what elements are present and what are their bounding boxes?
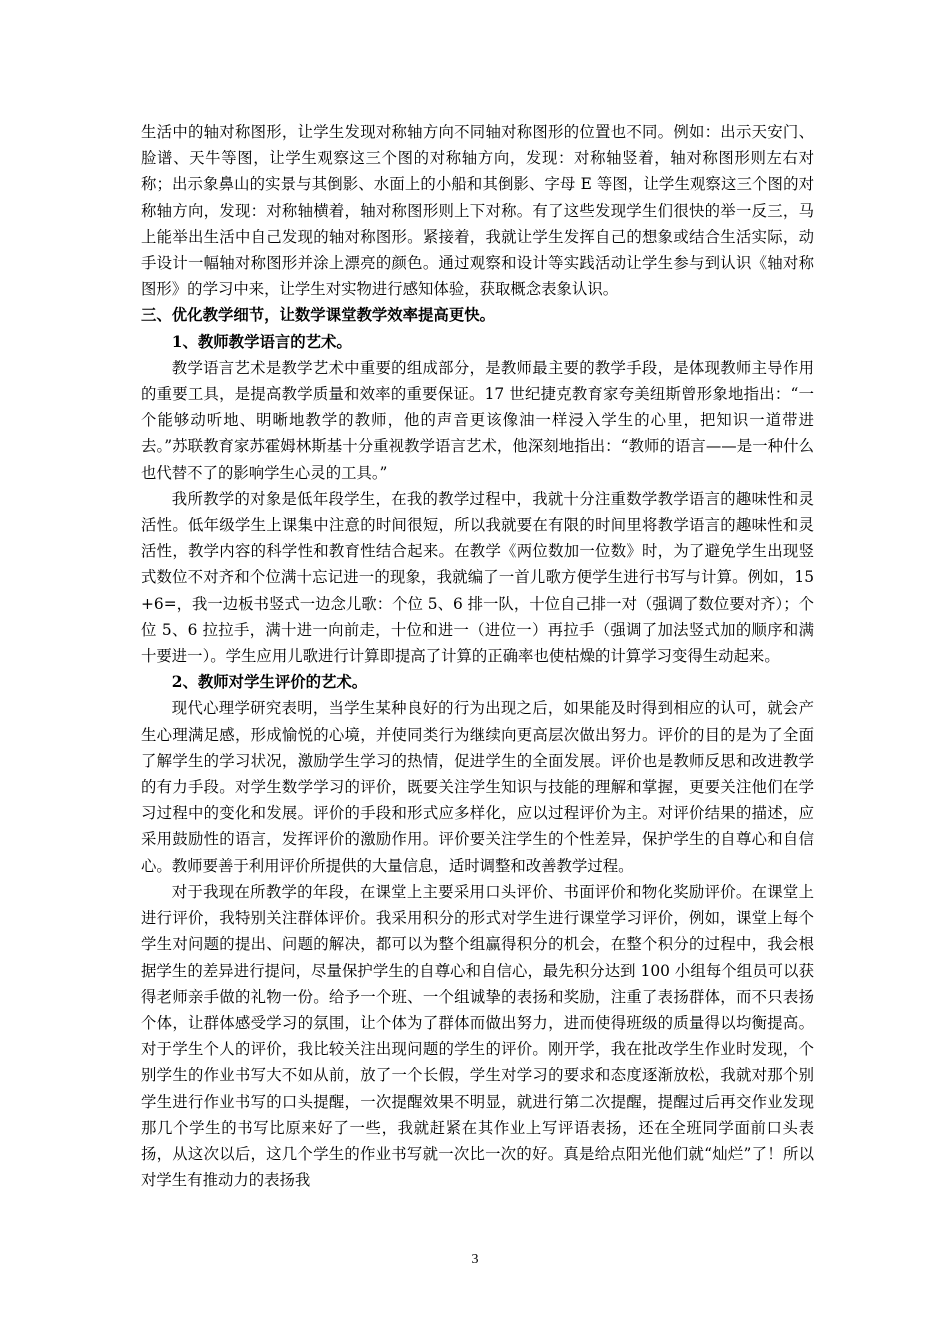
page-number: 3 xyxy=(471,1252,479,1267)
section-heading: 三、优化教学细节，让数学课堂教学效率提高更快。 xyxy=(141,306,495,325)
paragraph-language-1: 教学语言艺术是教学艺术中重要的组成部分，是教师最主要的教学手段，是体现教师主导作用的重要工具，是提高教学质量和效率的重要保证。17 世纪捷克教育家夸美纽斯曾形象地指出：“一个能够动听地、明晰地教学的教师，他的声音更该像油一样浸入学生的心里，把知识一道带进去。”苏联教育家苏霍姆林斯基十分重视教学语言艺术，他深刻地指出：“教师的语言——是一种什么也代替不了的影响学生心灵的工具。” xyxy=(141,358,814,482)
page-body xyxy=(141,119,814,1193)
paragraph-language-2: 我所教学的对象是低年段学生，在我的教学过程中，我就十分注重数学教学语言的趣味性和灵活性。低年级学生上课集中注意的时间很短，所以我就要在有限的时间里将教学语言的趣味性和灵活性，教学内容的科学性和教育性结合起来。在教学《两位数加一位数》时，为了避免学生出现竖式数位不对齐和个位满十忘记进一的现象，我就编了一首儿歌方便学生进行书写与计算。例如，15+6=，我一边板书竖式一边念儿歌：个位 5、6 排一队，十位自己排一对（强调了数位要对齐）；个位 5、6 拉拉手，满十进一向前走，十位和进一（进位一）再拉手（强调了加法竖式加的顺序和满十要进一）。学生应用儿歌进行计算即提高了计算的正确率也使枯燥的计算学习变得生动起来。 xyxy=(141,489,814,666)
subsection-heading-evaluation: 2、教师对学生评价的艺术。 xyxy=(171,673,368,692)
paragraph-intro: 生活中的轴对称图形，让学生发现对称轴方向不同轴对称图形的位置也不同。例如：出示天安门、脸谱、天牛等图，让学生观察这三个图的对称轴方向，发现：对称轴竖着，轴对称图形则左右对称；出示象鼻山的实景与其倒影、水面上的小船和其倒影、字母 E 等图，让学生观察这三个图的对称轴方向，发现：对称轴横着，轴对称图形则上下对称。有了这些发现学生们很快的举一反三，马上能举出生活中自己发现的轴对称图形。紧接着，我就让学生发挥自己的想象或结合生活实际，动手设计一幅轴对称图形并涂上漂亮的颜色。通过观察和设计等实践活动让学生参与到认识《轴对称图形》的学习中来，让学生对实物进行感知体验，获取概念表象认识。 xyxy=(141,123,814,299)
paragraph-evaluation-1: 现代心理学研究表明，当学生某种良好的行为出现之后，如果能及时得到相应的认可，就会产生心理满足感，形成愉悦的心境，并使同类行为继续向更高层次做出努力。评价的目的是为了全面了解学生的学习状况，激励学生学习的热情，促进学生的全面发展。评价也是教师反思和改进教学的有力手段。对学生数学学习的评价，既要关注学生知识与技能的理解和掌握，更要关注他们在学习过程中的变化和发展。评价的手段和形式应多样化，应以过程评价为主。对评价结果的描述，应采用鼓励性的语言，发挥评价的激励作用。评价要关注学生的个性差异，保护学生的自尊心和自信心。教师要善于利用评价所提供的大量信息，适时调整和改善教学过程。 xyxy=(141,699,814,875)
subsection-heading-language: 1、教师教学语言的艺术。 xyxy=(171,332,352,351)
paragraph-evaluation-2: 对于我现在所教学的年段，在课堂上主要采用口头评价、书面评价和物化奖励评价。在课堂上进行评价，我特别关注群体评价。我采用积分的形式对学生进行课堂学习评价，例如，课堂上每个学生对问题的提出、问题的解决，都可以为整个组赢得积分的机会，在整个积分的过程中，我会根据学生的差异进行提问，尽量保护学生的自尊心和自信心，最先积分达到 100 小组每个组员可以获得老师亲手做的礼物一份。给予一个班、一个组诚挚的表扬和奖励，注重了表扬群体，而不只表扬个体，让群体感受学习的氛围，让个体为了群体而做出努力，进而使得班级的质量得以均衡提高。对于学生个人的评价，我比较关注出现问题的学生的评价。刚开学，我在批改学生作业时发现，个别学生的作业书写大不如从前，放了一个长假，学生对学习的要求和态度逐渐放松，我就对那个别学生进行作业书写的口头提醒，一次提醒效果不明显，就进行第二次提醒，提醒过后再交作业发现那几个学生的书写比原来好了一些，我就赶紧在其作业上写评语表扬，还在全班同学面前口头表扬，从这次以后，这几个学生的作业书写就一次比一次的好。真是给点阳光他们就“灿烂”了！所以对学生有推动力的表扬我 xyxy=(141,882,814,1190)
